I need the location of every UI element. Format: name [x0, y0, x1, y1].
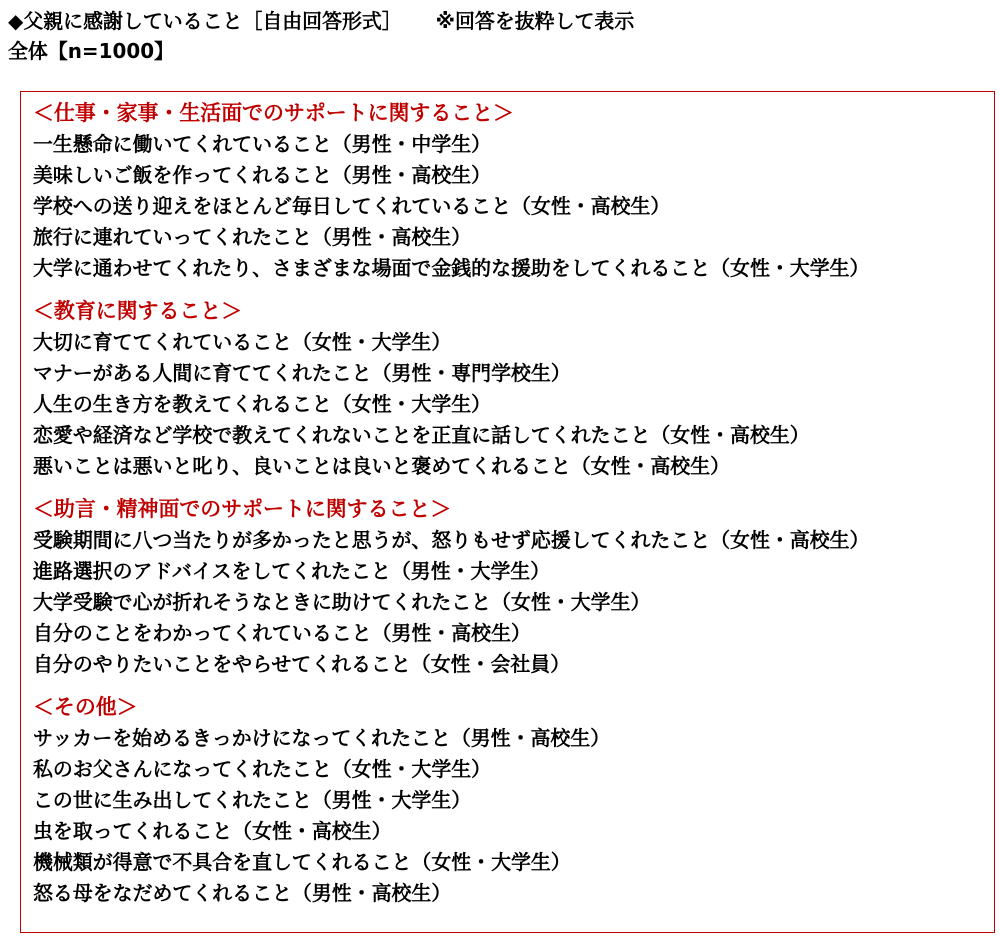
- section-other: [33, 692, 994, 909]
- sample-size-label: 全体【n=1000】: [8, 39, 174, 63]
- survey-header: [8, 6, 992, 66]
- response-item: 一生懸命に働いてくれていること（男性・中学生）: [33, 132, 492, 156]
- section-title: ＜助言・精神面でのサポートに関すること＞: [33, 497, 452, 521]
- response-item: 自分のやりたいことをやらせてくれること（女性・会社員）: [33, 652, 571, 676]
- response-item: 自分のことをわかってくれていること（男性・高校生）: [33, 621, 531, 645]
- response-item: 人生の生き方を教えてくれること（女性・大学生）: [33, 392, 492, 416]
- response-item: 大切に育ててくれていること（女性・大学生）: [33, 330, 452, 354]
- section-title: ＜教育に関すること＞: [33, 299, 243, 323]
- response-item: サッカーを始めるきっかけになってくれたこと（男性・高校生）: [33, 726, 611, 750]
- response-item: 美味しいご飯を作ってくれること（男性・高校生）: [33, 163, 492, 187]
- response-item: 受験期間に八つ当たりが多かったと思うが、怒りもせず応援してくれたこと（女性・高校生）: [33, 528, 870, 552]
- header-title-line: [8, 6, 988, 36]
- response-item: 大学に通わせてくれたり、さまざまな場面で金銭的な援助をしてくれること（女性・大学生）: [33, 256, 870, 280]
- responses-box: [20, 91, 995, 933]
- header-sample-line: [8, 36, 988, 66]
- section-advice: [33, 494, 994, 680]
- response-item: 恋愛や経済など学校で教えてくれないことを正直に話してくれたこと（女性・高校生）: [33, 423, 810, 447]
- response-item: 怒る母をなだめてくれること（男性・高校生）: [33, 881, 452, 905]
- response-item: 虫を取ってくれること（女性・高校生）: [33, 819, 392, 843]
- response-item: 私のお父さんになってくれたこと（女性・大学生）: [33, 757, 492, 781]
- section-title: ＜その他＞: [33, 695, 138, 719]
- response-item: マナーがある人間に育ててくれたこと（男性・専門学校生）: [33, 361, 571, 385]
- response-item: 進路選択のアドバイスをしてくれたこと（男性・大学生）: [33, 559, 551, 583]
- response-item: 大学受験で心が折れそうなときに助けてくれたこと（女性・大学生）: [33, 590, 651, 614]
- survey-question-title: ◆父親に感謝していること［自由回答形式］: [8, 9, 402, 33]
- section-support: [33, 98, 994, 284]
- response-item: 学校への送り迎えをほとんど毎日してくれていること（女性・高校生）: [33, 194, 671, 218]
- response-item: この世に生み出してくれたこと（男性・大学生）: [33, 788, 472, 812]
- section-title: ＜仕事・家事・生活面でのサポートに関すること＞: [33, 101, 514, 125]
- response-item: 悪いことは悪いと叱り、良いことは良いと褒めてくれること（女性・高校生）: [33, 454, 731, 478]
- response-item: 旅行に連れていってくれたこと（男性・高校生）: [33, 225, 472, 249]
- section-education: [33, 296, 994, 482]
- response-item: 機械類が得意で不具合を直してくれること（女性・大学生）: [33, 850, 571, 874]
- excerpt-note: ※回答を抜粋して表示: [435, 9, 635, 33]
